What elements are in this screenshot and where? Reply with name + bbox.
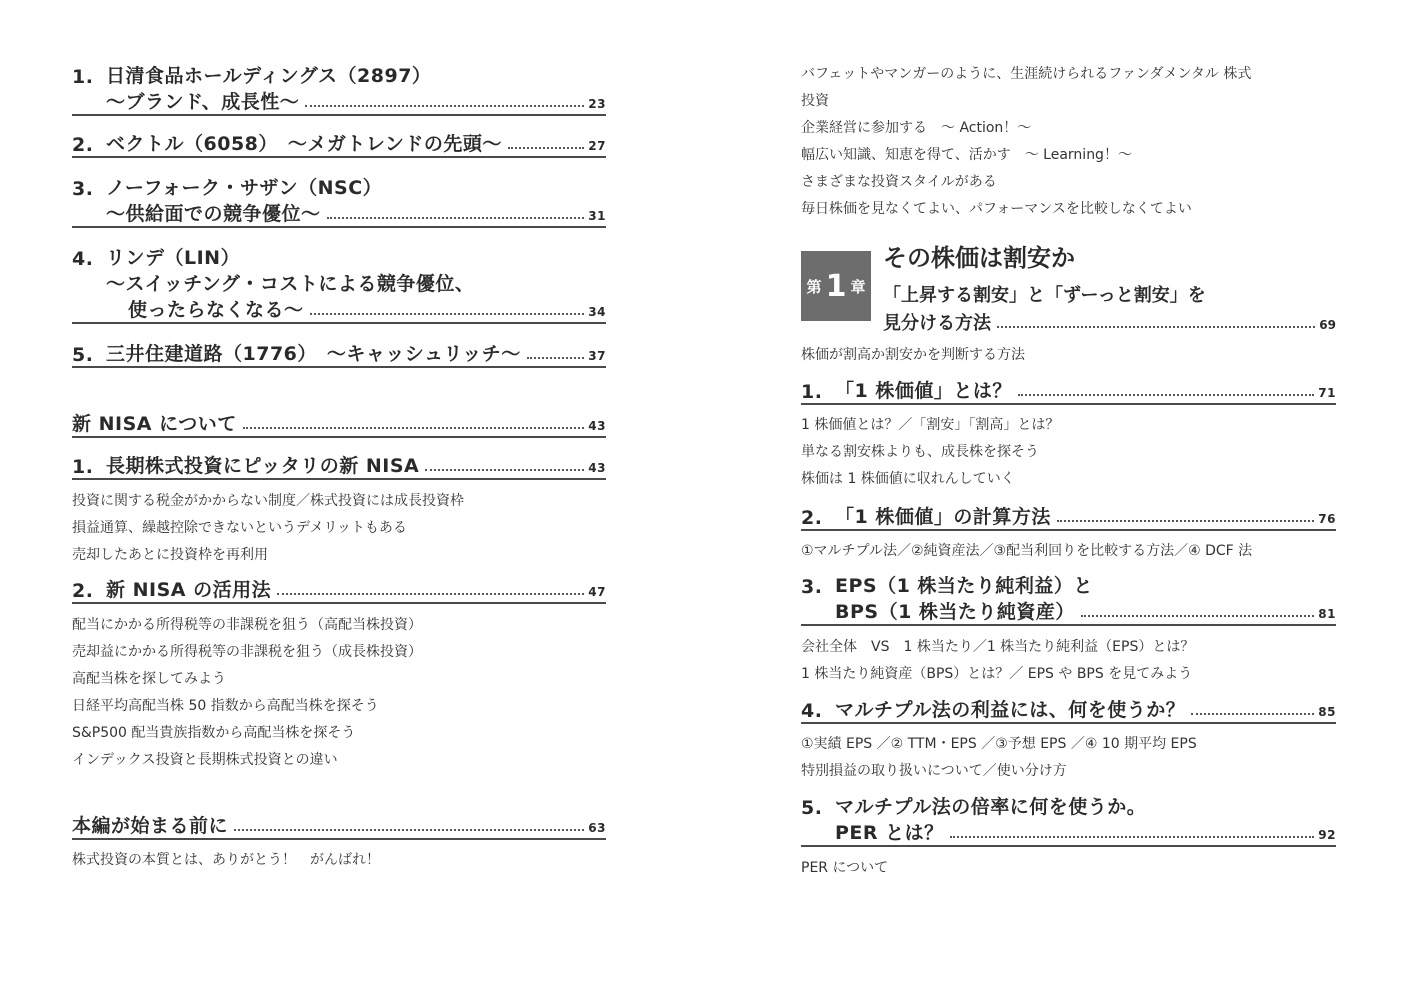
entry-title-cont: PER とは？: [835, 822, 944, 844]
leader-dots: [1057, 520, 1314, 522]
section-title: 新 NISA について: [72, 413, 237, 435]
subtopic: 1 株当たり純資産（BPS）とは？／ EPS や BPS を見てみよう: [801, 666, 1193, 682]
subtopic-list: [801, 342, 1336, 369]
page-number: 31: [588, 209, 606, 223]
subtopic: バフェットやマンガーのように、生涯続けられるファンダメンタル 株式: [801, 66, 1252, 82]
entry-title: 三井住建道路（1776） ～キャッシュリッチ～: [106, 343, 521, 365]
entry-title-cont: ～ブランド、成長性～: [106, 91, 300, 113]
entry-title: ベクトル（6058） ～メガトレンドの先頭～: [106, 133, 502, 155]
page-number: 37: [588, 349, 606, 363]
leader-dots: [950, 836, 1315, 838]
chapter-badge: [801, 251, 871, 321]
leader-dots: [1081, 615, 1314, 617]
entry-title: 長期株式投資にピッタリの新 NISA: [106, 455, 420, 477]
subtopic: 会社全体 VS 1 株当たり／1 株当たり純利益（EPS）とは？: [801, 639, 1195, 655]
subtopic: 幅広い知識、知恵を得て、活かす ～ Learning！～: [801, 147, 1132, 163]
page-number: 76: [1318, 512, 1336, 526]
subtopic: 日経平均高配当株 50 指数から高配当株を探そう: [72, 698, 379, 714]
subtopic: PER について: [801, 860, 889, 876]
leader-dots: [305, 105, 584, 107]
entry-title-cont: 使ったらなくなる～: [128, 299, 304, 321]
subtopic-list: [801, 61, 1336, 223]
toc-section-intro[interactable]: [72, 812, 606, 840]
subtopic: 単なる割安株よりも、成長株を探そう: [801, 444, 1039, 460]
page-number: 43: [588, 461, 606, 475]
entry-number: 1.: [801, 381, 823, 403]
leader-dots: [508, 147, 584, 149]
toc-entry[interactable]: [72, 576, 606, 604]
leader-dots: [234, 829, 584, 831]
toc-entry[interactable]: [72, 244, 606, 324]
toc-entry[interactable]: [801, 503, 1336, 531]
entry-number: 3.: [801, 576, 823, 598]
entry-number: 3.: [72, 178, 94, 200]
toc-entry[interactable]: [72, 62, 606, 116]
subtopic: 株価は 1 株価値に収れんしていく: [801, 471, 1015, 487]
leader-dots: [1191, 713, 1314, 715]
subtopic: 売却したあとに投資枠を再利用: [72, 547, 268, 563]
subtopic-list: [801, 412, 1336, 493]
chapter-prefix: 第: [806, 277, 822, 296]
chapter-number: 1: [825, 268, 847, 304]
toc-entry[interactable]: [72, 340, 606, 368]
page-number: 85: [1318, 705, 1336, 719]
chapter-suffix: 章: [850, 277, 866, 296]
toc-entry[interactable]: [72, 452, 606, 480]
subtopic: 毎日株価を見なくてよい、パフォーマンスを比較しなくてよい: [801, 201, 1192, 217]
subtopic: インデックス投資と長期株式投資との違い: [72, 752, 338, 768]
entry-title: 新 NISA の活用法: [106, 579, 272, 601]
subtopic: 損益通算、繰越控除できないというデメリットもある: [72, 520, 407, 536]
entry-title: リンデ（LIN）: [106, 247, 241, 269]
page-number: 23: [588, 97, 606, 111]
toc-entry[interactable]: [72, 174, 606, 228]
entry-number: 2.: [801, 507, 823, 529]
subtopic-list: [72, 847, 606, 874]
page-number: 27: [588, 139, 606, 153]
entry-title: ノーフォーク・サザン（NSC）: [106, 177, 383, 199]
page-number: 71: [1318, 386, 1336, 400]
leader-dots: [310, 313, 585, 315]
subtopic: さまざまな投資スタイルがある: [801, 174, 997, 190]
toc-entry[interactable]: [801, 572, 1336, 626]
page-number: 81: [1318, 607, 1336, 621]
leader-dots: [997, 326, 1315, 328]
toc-entry[interactable]: [72, 130, 606, 158]
subtopic: 売却益にかかる所得税等の非課税を狙う（成長株投資）: [72, 644, 422, 660]
chapter-subtitle-line: 見分ける方法: [883, 313, 991, 334]
entry-number: 1.: [72, 66, 94, 88]
toc-entry[interactable]: [801, 793, 1336, 847]
toc-entry[interactable]: [801, 377, 1336, 405]
chapter-subtitle[interactable]: [883, 279, 1336, 335]
page-number: 34: [588, 305, 606, 319]
page-number: 92: [1318, 828, 1336, 842]
page-number: 43: [588, 419, 606, 433]
entry-title-cont: BPS（1 株当たり純資産）: [835, 601, 1075, 623]
entry-title: 「1 株価値」の計算方法: [835, 506, 1051, 528]
subtopic: 1 株価値とは？／「割安」「割高」とは？: [801, 417, 1060, 433]
page-number: 63: [588, 821, 606, 835]
entry-number: 2.: [72, 134, 94, 156]
entry-number: 5.: [801, 797, 823, 819]
section-title: 本編が始まる前に: [72, 815, 229, 837]
subtopic-list: [801, 634, 1336, 688]
left-page: [72, 0, 606, 1000]
entry-number: 1.: [72, 456, 94, 478]
leader-dots: [527, 357, 585, 359]
subtopic-list: [801, 855, 1336, 882]
leader-dots: [277, 593, 584, 595]
entry-title: マルチプル法の利益には、何を使うか？: [835, 699, 1186, 721]
entry-title-cont: ～スイッチング・コストによる競争優位、: [106, 273, 475, 295]
subtopic: 企業経営に参加する ～ Action！～: [801, 120, 1032, 136]
subtopic: 特別損益の取り扱いについて／使い分け方: [801, 763, 1067, 779]
subtopic: 高配当株を探してみよう: [72, 671, 226, 687]
toc-section-nisa[interactable]: [72, 410, 606, 438]
toc-entry[interactable]: [801, 696, 1336, 724]
entry-title: EPS（1 株当たり純利益）と: [835, 575, 1093, 597]
subtopic-list: [801, 731, 1336, 785]
entry-number: 4.: [72, 248, 94, 270]
subtopic: ①マルチプル法／②純資産法／③配当利回りを比較する方法／④ DCF 法: [801, 543, 1253, 559]
leader-dots: [327, 217, 585, 219]
subtopic: S&P500 配当貴族指数から高配当株を探そう: [72, 725, 356, 741]
subtopic-list: [801, 538, 1336, 565]
page-number: 47: [588, 585, 606, 599]
entry-title: 「1 株価値」とは？: [835, 380, 1012, 402]
subtopic-list: [72, 612, 606, 774]
leader-dots: [1018, 394, 1314, 396]
right-page: [801, 0, 1336, 1000]
entry-title: 日清食品ホールディングス（2897）: [106, 65, 432, 87]
entry-number: 2.: [72, 580, 94, 602]
subtopic-list: [72, 488, 606, 569]
subtopic: 株価が割高か割安かを判断する方法: [801, 347, 1025, 363]
subtopic: 投資: [801, 93, 829, 109]
subtopic: ①実績 EPS ／② TTM・EPS ／③予想 EPS ／④ 10 期平均 EPS: [801, 736, 1197, 752]
subtopic: 配当にかかる所得税等の非課税を狙う（高配当株投資）: [72, 617, 422, 633]
chapter-subtitle-line: 「上昇する割安」と「ずーっと割安」を: [883, 285, 1206, 306]
leader-dots: [243, 427, 585, 429]
subtopic: 投資に関する税金がかからない制度／株式投資には成長投資枠: [72, 493, 464, 509]
subtopic: 株式投資の本質とは、ありがとう！ がんばれ！: [72, 852, 380, 868]
chapter-title: その株価は割安か: [883, 244, 1075, 272]
leader-dots: [425, 469, 584, 471]
page-number: 69: [1319, 318, 1336, 332]
entry-title: マルチプル法の倍率に何を使うか。: [835, 796, 1147, 818]
entry-number: 4.: [801, 700, 823, 722]
entry-number: 5.: [72, 344, 94, 366]
entry-title-cont: ～供給面での競争優位～: [106, 203, 321, 225]
